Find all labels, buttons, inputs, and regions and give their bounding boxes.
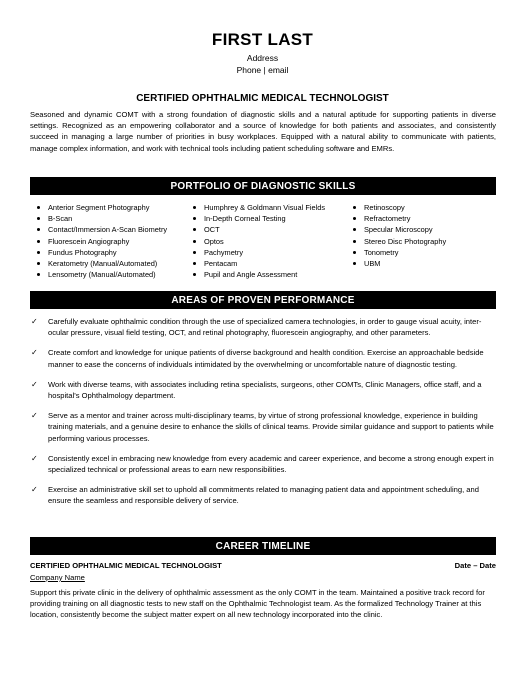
job-description: Support this private clinic in the delivery of ophthalmic assessment as the only COMT in the team. Maintained a positive track record for providing training on all diagnostic tests to new staff on the Ophthalmic Technologist team. As the formalized Technology Trainer at this location, consistently become the subject matter expert on all new technology incorporated into the clinic. [30,588,485,620]
skill-item [36,269,167,280]
skill-item [352,258,446,269]
performance-item [30,484,496,506]
bullet-icon [37,228,40,231]
bullet-icon [193,228,196,231]
bullet-icon [353,251,356,254]
skill-label: Anterior Segment Photography [48,203,150,212]
skill-label: Fluorescein Angiography [48,236,130,246]
bullet-icon [353,228,356,231]
job-dates: Date – Date [454,561,496,570]
bullet-icon [37,273,40,276]
skills-column-3 [352,202,446,269]
checkmark-icon: ✓ [31,485,38,495]
skill-label: Refractometry [364,214,411,224]
company-name: Company Name [30,573,85,582]
skill-item [352,224,446,235]
bullet-icon [353,262,356,265]
skill-item [192,258,325,269]
performance-section-heading: AREAS OF PROVEN PERFORMANCE [30,291,496,309]
skill-label: Stereo Disc Photography [364,236,447,246]
skill-label: Pentacam [204,259,238,269]
skill-item [192,202,325,213]
skill-label: Retinoscopy [364,203,405,212]
bullet-icon [193,217,196,220]
skill-label: UBM [364,259,381,269]
checkmark-icon: ✓ [31,379,38,389]
checkmark-icon: ✓ [31,348,38,358]
bullet-icon [193,206,196,209]
skill-label: Tonometry [364,247,399,257]
candidate-name: FIRST LAST [211,30,314,49]
skill-label: Contact/Immersion A-Scan Biometry [48,225,168,235]
performance-text: Exercise an administrative skill set to uphold all commitments related to managing patient data and appointment scheduling, and ensure the seamless and responsible delivery of service. [48,485,479,506]
performance-item [30,347,496,369]
skill-item [192,247,325,258]
address-line: Address [246,53,279,63]
skill-item [36,213,167,224]
bullet-icon [193,240,196,243]
skill-item [192,236,325,247]
skill-item [192,224,325,235]
performance-text: Carefully evaluate ophthalmic condition through the use of specialized camera technologies, in order to gauge visual acuity, inter-ocular pressure, visual field testing, OCT, and retinal photography, fluorescein angiography, and other parameters. [48,317,482,338]
skill-label: Optos [204,236,224,246]
skill-item [36,247,167,258]
checkmark-icon: ✓ [31,317,38,326]
skill-label: Pachymetry [204,247,244,257]
skill-label: In-Depth Corneal Testing [204,214,286,224]
skill-item [352,236,446,247]
skills-column-2 [192,202,325,280]
bullet-icon [37,251,40,254]
phone-email-line: Phone | email [236,65,289,75]
checkmark-icon: ✓ [31,411,38,421]
skill-label: Keratometry (Manual/Automated) [48,259,158,269]
skill-label: Specular Microscopy [364,225,433,235]
performance-item [30,379,496,401]
bullet-icon [37,262,40,265]
bullet-icon [193,251,196,254]
skill-item [36,202,167,213]
bullet-icon [37,206,40,209]
skill-label: Pupil and Angle Assessment [204,270,298,280]
summary-paragraph: Seasoned and dynamic COMT with a strong foundation of diagnostic skills and a natural aptitude for supporting patients in diverse settings. Recognized as an empowering collaborator and a source of knowledge for both patients and associates, and consistently succeed in managing a large number of priorities in busy workplaces. Equipped with a natural ability to communicate with patients, manage complex information, and work with technical tools including patient scheduling software and EMRs. [30,110,496,153]
skill-item [36,258,167,269]
skill-label: OCT [204,225,220,235]
performance-list [30,316,496,516]
skill-label: Lensometry (Manual/Automated) [48,270,156,280]
performance-text: Work with diverse teams, with associates including retina specialists, surgeons, other COMTs, Clinic Managers, office staff, and a hospital’s Ophthalmology department. [48,379,482,401]
bullet-icon [353,217,356,220]
skills-column-1 [36,202,167,280]
bullet-icon [37,240,40,243]
skill-label: B-Scan [48,214,73,224]
performance-item [30,453,496,475]
bullet-icon [193,273,196,276]
job-title: CERTIFIED OPHTHALMIC MEDICAL TECHNOLOGIST [30,561,222,570]
skill-label: Fundus Photography [48,247,117,257]
skill-label: Humphrey & Goldmann Visual Fields [204,203,326,212]
performance-text: Serve as a mentor and trainer across multi-disciplinary teams, by virtue of strong professional knowledge, experience in building training materials, and a genuine desire to enhance the skills of clinical teams. Provide similar guidance and support to patients while performing various processes. [48,411,494,443]
skill-item [352,247,446,258]
bullet-icon [37,217,40,220]
resume-title: CERTIFIED OPHTHALMIC MEDICAL TECHNOLOGIST [136,93,389,104]
bullet-icon [353,206,356,209]
bullet-icon [353,240,356,243]
skill-item [36,236,167,247]
bullet-icon [193,262,196,265]
career-section-heading: CAREER TIMELINE [30,537,496,555]
skills-section-heading: PORTFOLIO OF DIAGNOSTIC SKILLS [30,177,496,195]
performance-text: Create comfort and knowledge for unique patients of diverse background and health condition. Exercise an approachable bedside manner to ease the concerns of individuals intimidated by the overwhelming or uncomfortable nature of diagnostic testing. [48,348,484,369]
skill-item [192,269,325,280]
skill-item [192,213,325,224]
skill-item [352,213,446,224]
skill-item [36,224,167,235]
performance-item [30,410,496,444]
performance-text: Consistently excel in embracing new knowledge from every academic and career experience, and become a strong enough expert in specialized technical or professional areas to earn new responsibilities. [48,453,494,475]
performance-item [30,316,496,338]
checkmark-icon: ✓ [31,453,38,463]
skill-item [352,202,446,213]
